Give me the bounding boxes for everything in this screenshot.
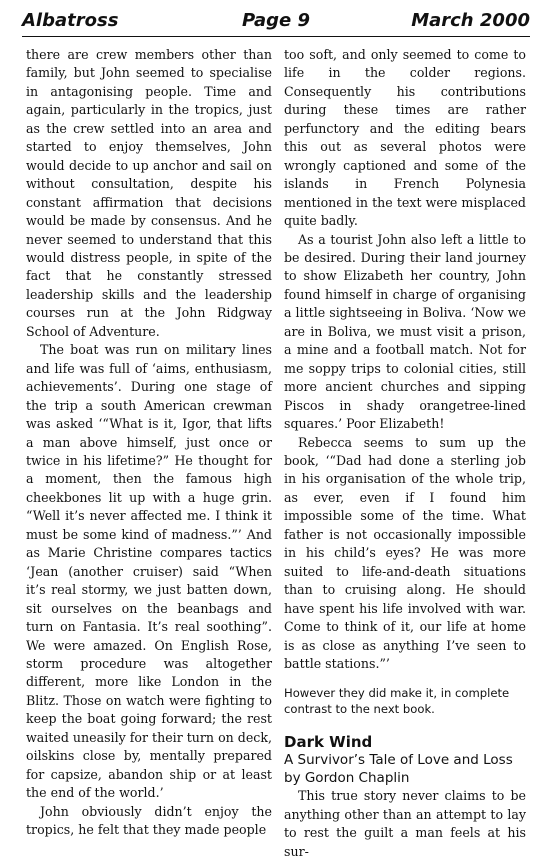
- paragraph: This true story never claims to be anything other than an attempt to lay to rest the guilt a man feels at his sur-: [284, 788, 526, 859]
- issue-date: March 2000: [411, 10, 530, 31]
- left-column: [26, 46, 272, 839]
- paragraph: The boat was run on military lines and life was full of ‘aims, enthusiasm, achievements’. During one stage of the trip a south American crewman was asked ‘“What is it, Igor, that lifts a man above himself, just once or twice in his lifetime?” He thought for a moment, then the famous high cheekbones lit up with a huge grin. “Well it’s never affected me. I think it must be some kind of madness.”’ And as Marie Christine compares tactics ‘Jean (another cruiser) said “When it’s real stormy, we just batten down, sit ourselves on the beanbags and turn on Fantasia. It’s real soothing”. We were amazed. On English Rose, storm procedure was altogether different, more like London in the Blitz. Those on watch were fighting to keep the boat going forward; the rest waited uneasily for their turn on deck, oilskins close by, mentally prepared for capsize, abandon ship or at least the end of the world.’: [26, 342, 272, 801]
- header-rule: [22, 36, 530, 37]
- book-subtitle: A Survivor’s Tale of Love and Loss by Gordon Chaplin: [284, 752, 513, 787]
- transition-note: However they did make it, in complete contrast to the next book.: [284, 686, 510, 717]
- publication-name: Albatross: [22, 10, 119, 31]
- paragraph: there are crew members other than family, but John seemed to specialise in antagonising people. Time and again, particularly in the tropics, just as the crew settled into an area and started to enjoy themselves, John would decide to up anchor and sail on without consultation, despite his constant affirmation that decisions would be made by consensus. And he never seemed to understand that this would distress people, in spite of the fact that he constantly stressed leadership skills and the leadership courses run at the John Ridgway School of Adventure.: [26, 47, 272, 339]
- page-number: Page 9: [241, 10, 311, 31]
- paragraph: John obviously didn’t enjoy the tropics, he felt that they made people: [26, 803, 272, 838]
- book-title: Dark Wind: [284, 733, 373, 752]
- paragraph: Rebecca seems to sum up the book, ‘“Dad had done a sterling job in his organisation of the whole trip, as ever, even if I found him impossible some of the time. What father is not occasionally impossible in his child’s eyes? He was more suited to life-and-death situations than to cruising along. He should have spent his life involved with war. Come to think of it, our life at home is as close as anything I’ve seen to battle stations.”’: [284, 434, 526, 671]
- paragraph: As a tourist John also left a little to be desired. During their land journey to show Elizabeth her country, John found himself in charge of organising a little sightseeing in Boliva. ‘Now we are in Boliva, we must visit a prison, a mine and a football match. Not for me soppy trips to colonial cities, still more ancient churches and sipping Piscos in shady orangetree-lined squares.’ Poor Elizabeth!: [284, 231, 526, 432]
- paragraph: too soft, and only seemed to come to life in the colder regions. Consequently his contributions during these times are rather perfunctory and the editing bears this out as several photos were wrongly captioned and some of the islands in French Polynesia mentioned in the text were misplaced quite badly.: [284, 47, 526, 229]
- right-column: [284, 46, 526, 861]
- running-header: [22, 8, 530, 34]
